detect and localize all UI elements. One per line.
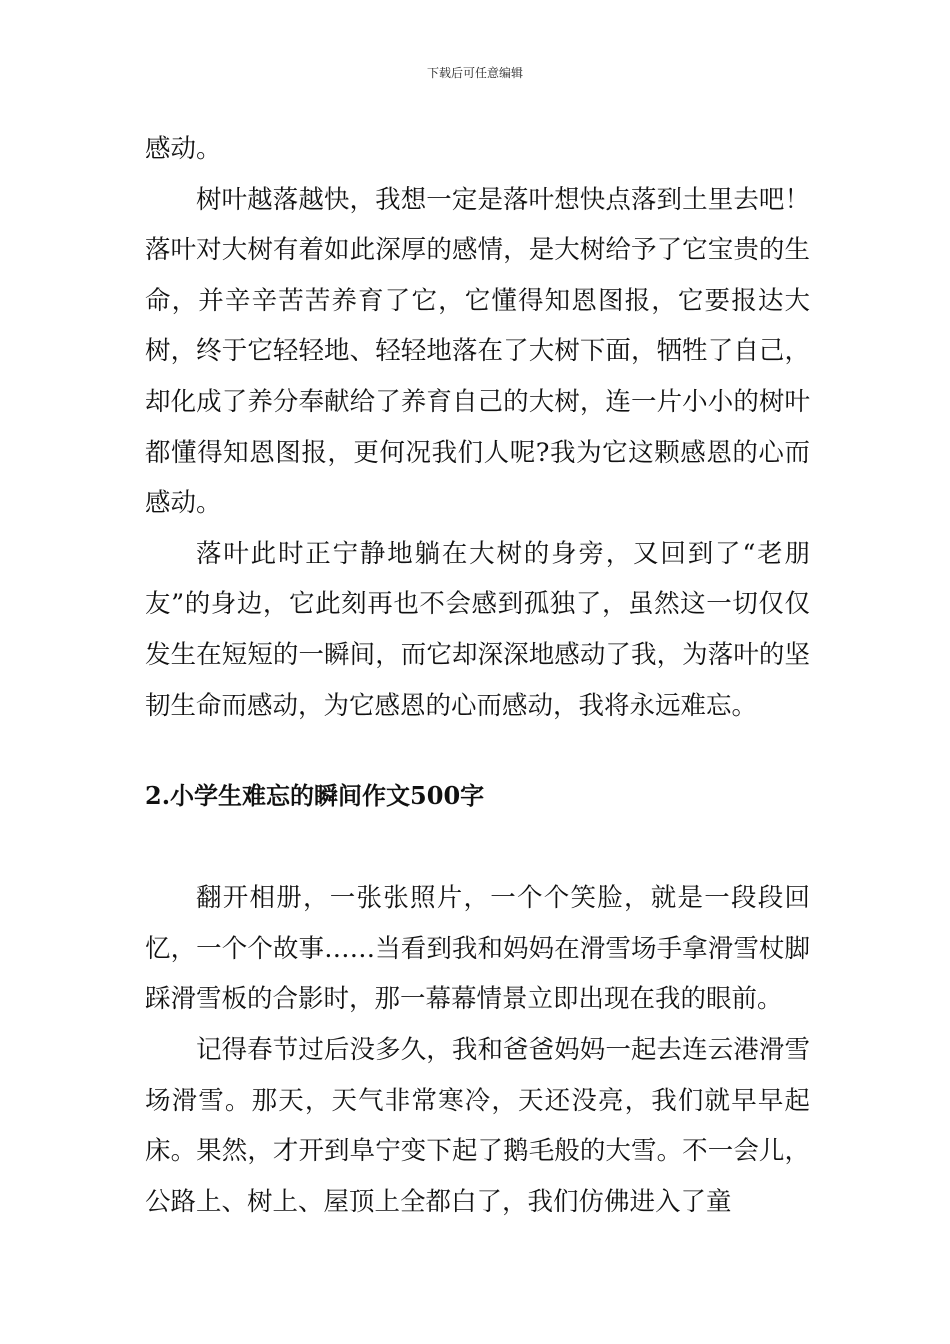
paragraph-continuation: 感动。 <box>145 134 222 164</box>
paragraph-ski-trip: 记得春节过后没多久，我和爸爸妈妈一起去连云港滑雪场滑雪。那天，天气非常寒冷，天还没亮，我们就早早起床。果然，才开到阜宁变下起了鹅毛般的大雪。不一会儿，公路上、树上、屋顶上全都白了，我们仿佛进入了童 <box>145 1034 810 1217</box>
paragraph-leaf-resting: 落叶此时正宁静地躺在大树的身旁，又回到了“老朋友”的身边，它此刻再也不会感到孤独了，虽然这一切仅仅发生在短短的一瞬间，而它却深深地感动了我，为落叶的坚韧生命而感动，为它感恩的心而感动，我将永远难忘。 <box>145 538 810 721</box>
paragraph-photo-album: 翻开相册，一张张照片，一个个笑脸，就是一段段回忆，一个个故事……当看到我和妈妈在滑雪场手拿滑雪杖脚踩滑雪板的合影时，那一幕幕情景立即出现在我的眼前。 <box>145 883 810 1015</box>
page-header-note: 下载后可任意编辑 <box>426 66 523 80</box>
spacer <box>145 821 810 873</box>
spacer <box>145 731 810 771</box>
document-body <box>145 124 810 1227</box>
paragraph-falling-leaves: 树叶越落越快，我想一定是落叶想快点落到土里去吧！落叶对大树有着如此深厚的感情，是大树给予了它宝贵的生命，并辛辛苦苦养育了它，它懂得知恩图报，它要报达大树，终于它轻轻地、轻轻地落在了大树下面，牺牲了自己，却化成了养分奉献给了养育自己的大树，连一片小小的树叶都懂得知恩图报，更何况我们人呢?我为它这颗感恩的心而感动。 <box>145 184 810 519</box>
section-heading: 2.小学生难忘的瞬间作文500字 <box>145 781 485 811</box>
